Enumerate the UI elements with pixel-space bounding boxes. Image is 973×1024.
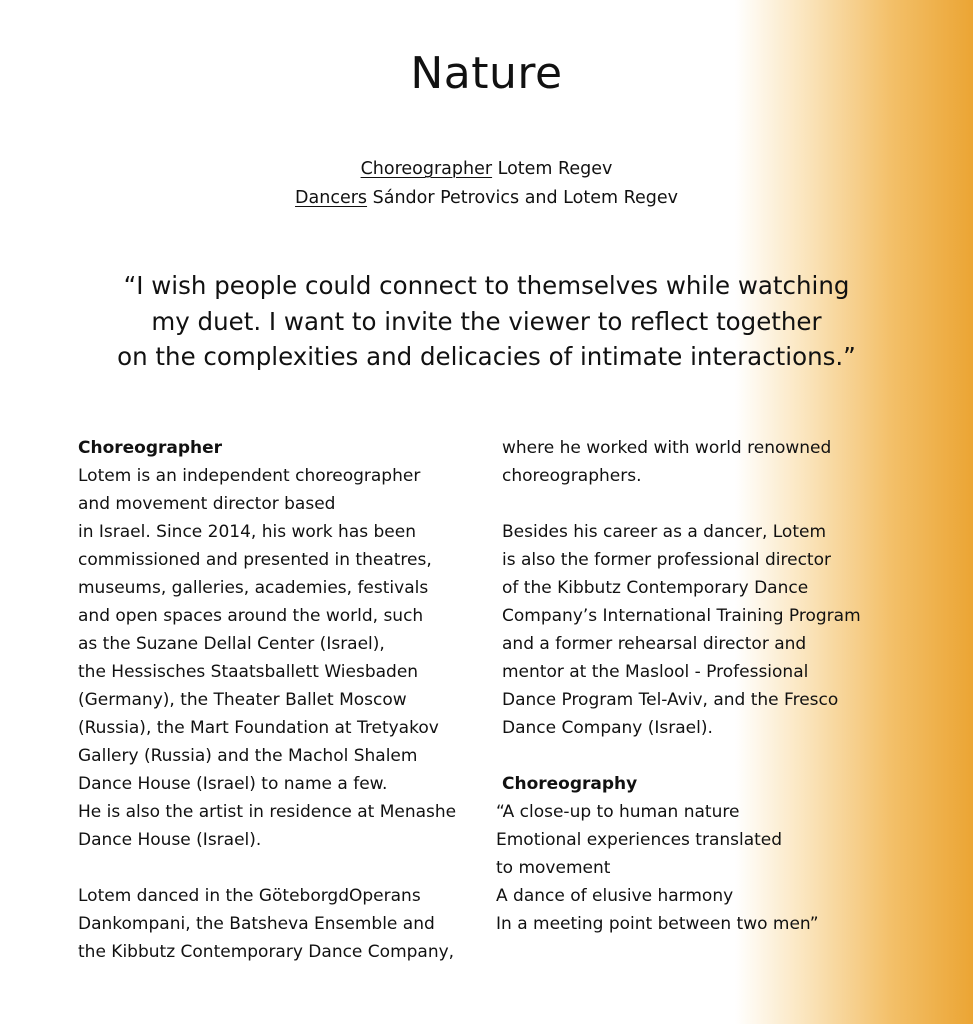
choreographer-label: Choreographer [360,159,493,179]
paragraph-gap [502,742,902,770]
pull-quote [0,268,973,375]
page-title: Nature [410,48,563,99]
dancers-credit [0,184,973,213]
bio-paragraph: Lotem is an independent choreographer and movement director based in Israel. Since 2014, his work has been commissioned and presented in theatres, museums, galleries, academies, festivals and open spaces around the world, such as the Suzane Dellal Center (Israel), the Hessisches Staatsballett Wiesbaden (Germany), the Theater Ballet Moscow (Russia), the Mart Foundation at Tretyakov Gallery (Russia) and the Machol Shalem Dance House (Israel) to name a few. He is also the artist in residence at Menashe Dance House (Israel). [78,466,457,850]
choreographer-name: Lotem Regev [492,159,613,179]
choreography-heading: Choreography [502,774,638,794]
paragraph-gap [78,854,498,882]
left-column [78,434,498,966]
quote-line: “I wish people could connect to themselves while watching [123,271,850,300]
quote-line: on the complexities and delicacies of intimate interactions.” [117,342,856,371]
choreography-verse: “A close-up to human nature Emotional experiences translated to movement A dance of elusive harmony In a meeting point between two men” [496,802,819,934]
director-paragraph: Besides his career as a dancer, Lotem is also the former professional director of the Kibbutz Contemporary Dance Company’s International Training Program and a former rehearsal director and mentor at the Maslool - Professional Dance Program Tel-Aviv, and the Fresco Dance Company (Israel). [502,522,861,738]
credits [0,155,973,212]
paragraph-gap [502,490,902,518]
career-continued-paragraph: where he worked with world renowned choreographers. [502,438,832,486]
choreographer-credit [0,155,973,184]
dancers-names: Sándor Petrovics and Lotem Regev [367,187,678,208]
quote-line: my duet. I want to invite the viewer to reflect together [151,306,822,336]
dancers-label: Dancers [295,187,368,208]
career-paragraph: Lotem danced in the GöteborgdOperans Dankompani, the Batsheva Ensemble and the Kibbutz Contemporary Dance Company, [78,886,455,962]
right-column [496,434,902,938]
choreographer-heading: Choreographer [78,438,223,458]
